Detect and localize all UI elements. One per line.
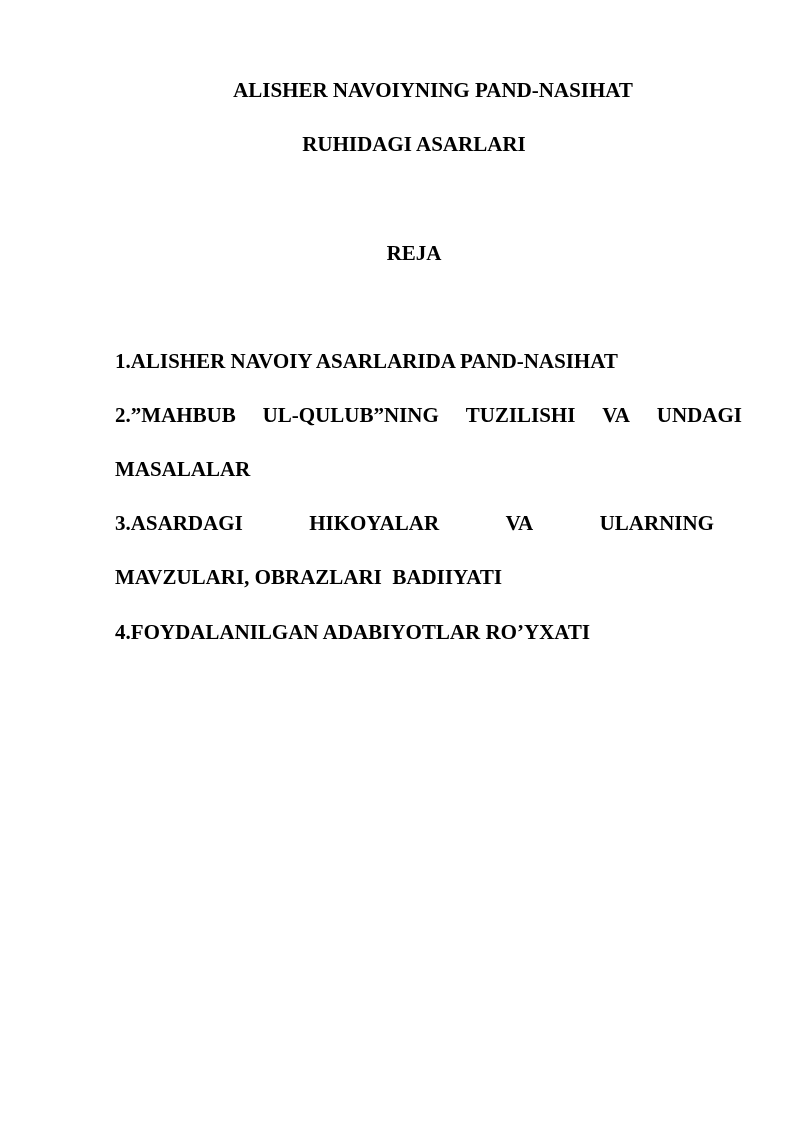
plan-item-3-word: HIKOYALAR: [309, 511, 440, 535]
plan-item-3-word: ULARNING: [599, 511, 714, 535]
plan-item-2-line-1: [115, 403, 742, 427]
plan-item-1: 1.ALISHER NAVOIY ASARLARIDA PAND-NASIHAT: [115, 349, 618, 373]
plan-item-2-word: 2.”MAHBUB: [115, 403, 236, 427]
document-title-line-1: ALISHER NAVOIYNING PAND-NASIHAT: [233, 78, 633, 102]
plan-heading: REJA: [386, 241, 442, 265]
document-title-line-2: RUHIDAGI ASARLARI: [302, 132, 526, 156]
plan-item-3-line-1: [115, 511, 714, 535]
plan-item-4: 4.FOYDALANILGAN ADABIYOTLAR RO’YXATI: [115, 620, 591, 644]
plan-item-2-word: VA: [602, 403, 630, 427]
plan-item-2-word: UNDAGI: [656, 403, 742, 427]
plan-item-2-word: UL-QULUB”NING: [262, 403, 439, 427]
plan-item-3-line-2: MAVZULARI, OBRAZLARI BADIIYATI: [115, 565, 503, 589]
plan-item-3-word: VA: [505, 511, 534, 535]
plan-item-2-line-2: MASALALAR: [115, 457, 251, 481]
plan-item-3-word: 3.ASARDAGI: [115, 511, 243, 535]
plan-item-2-word: TUZILISHI: [465, 403, 576, 427]
